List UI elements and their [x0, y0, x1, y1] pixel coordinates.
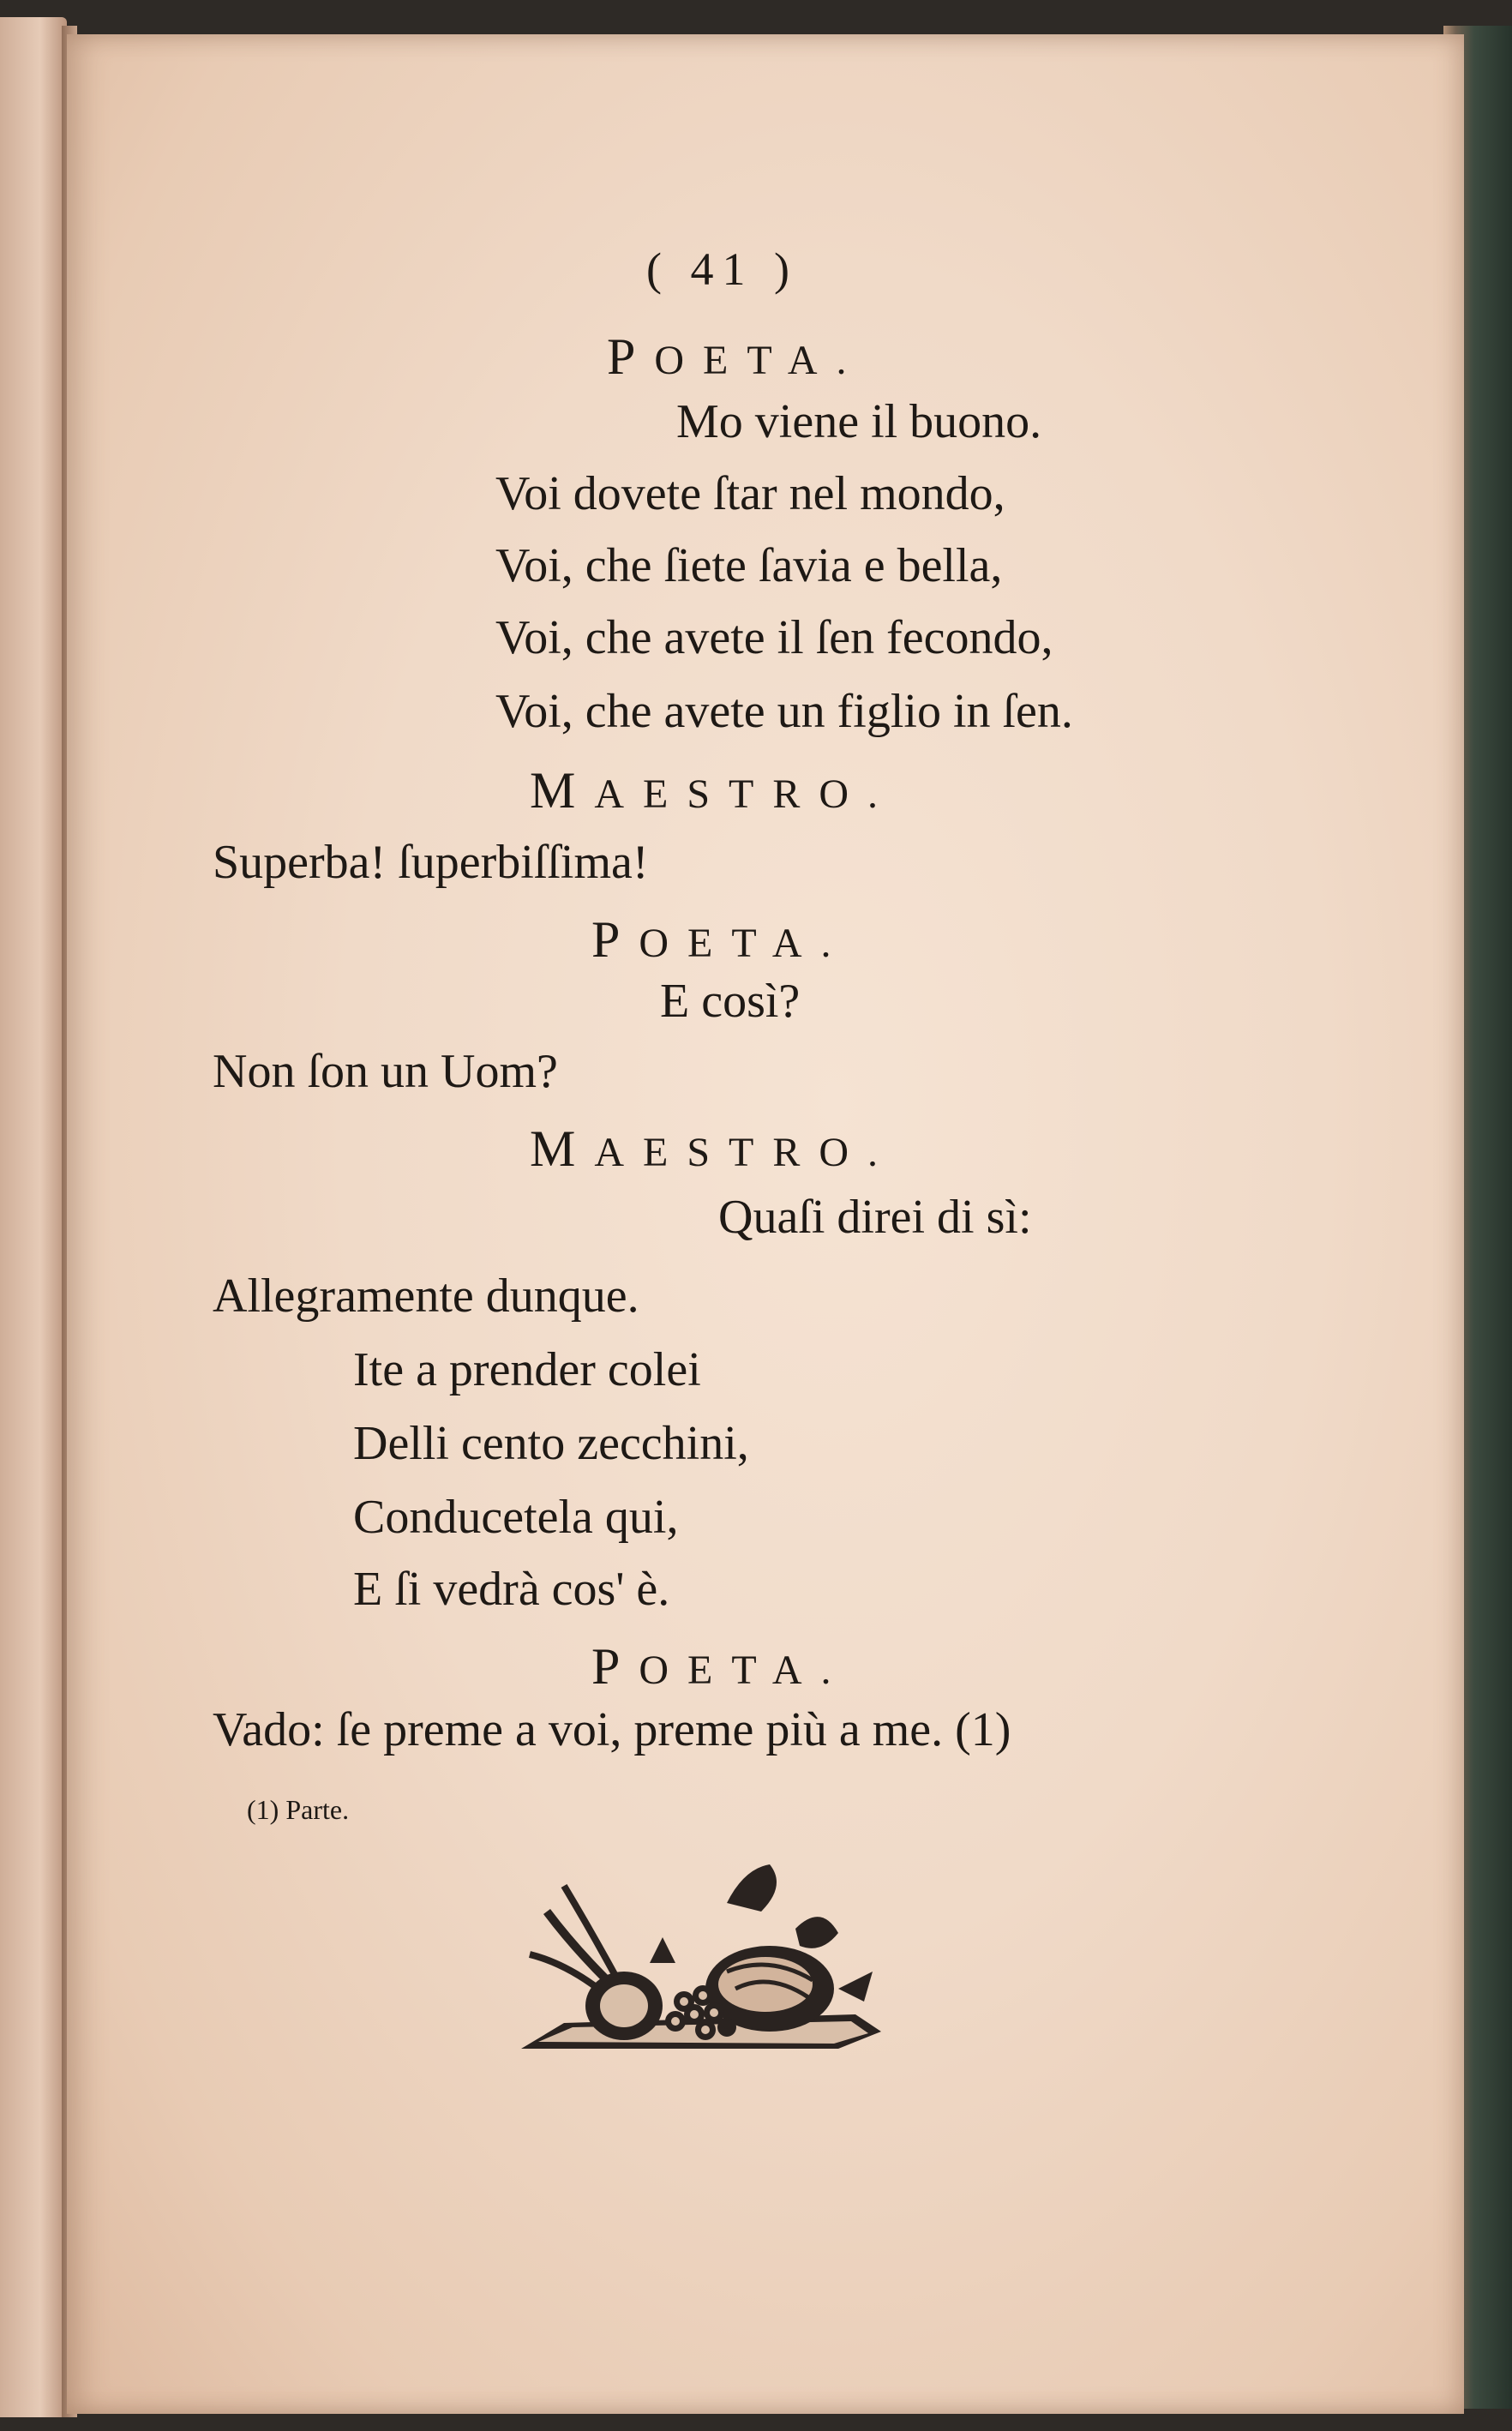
verse-line: Voi, che ſiete ſavia e bella, [495, 539, 1003, 592]
verse-line: Delli cento zecchini, [353, 1417, 749, 1470]
fruit-basket-ornament [513, 1852, 898, 2074]
speaker-label-maestro: MAESTRO. [530, 762, 897, 819]
footnote: (1) Parte. [247, 1794, 350, 1825]
verse-line: Ite a prender colei [353, 1343, 701, 1396]
verse-line: Voi, che avete il ſen fecondo, [495, 611, 1053, 664]
verse-line: Vado: ſe preme a voi, preme più a me. (1) [213, 1703, 1011, 1756]
verse-line: E così? [660, 975, 801, 1028]
verse-line: Voi, che avete un figlio in ſen. [495, 685, 1073, 738]
speaker-label-maestro: MAESTRO. [530, 1120, 897, 1177]
verse-line: Quaſi direi di sì: [718, 1191, 1032, 1244]
verse-line: Allegramente dunque. [213, 1270, 639, 1323]
speaker-label-poeta: POETA. [591, 1638, 850, 1695]
facing-page-edge [0, 17, 67, 2417]
speaker-label-poeta: POETA. [591, 911, 850, 968]
verse-line: Non ſon un Uom? [213, 1045, 558, 1098]
verse-line: Superba! ſuperbiſſima! [213, 836, 649, 889]
page-number: ( 41 ) [646, 243, 798, 295]
verse-line: Voi dovete ſtar nel mondo, [495, 467, 1005, 520]
verse-line: E ſi vedrà cos' è. [353, 1563, 670, 1616]
speaker-label-poeta: POETA. [607, 328, 866, 385]
book-page [67, 34, 1464, 2414]
verse-line: Mo viene il buono. [676, 395, 1042, 448]
verse-line: Conducetela qui, [353, 1491, 679, 1544]
